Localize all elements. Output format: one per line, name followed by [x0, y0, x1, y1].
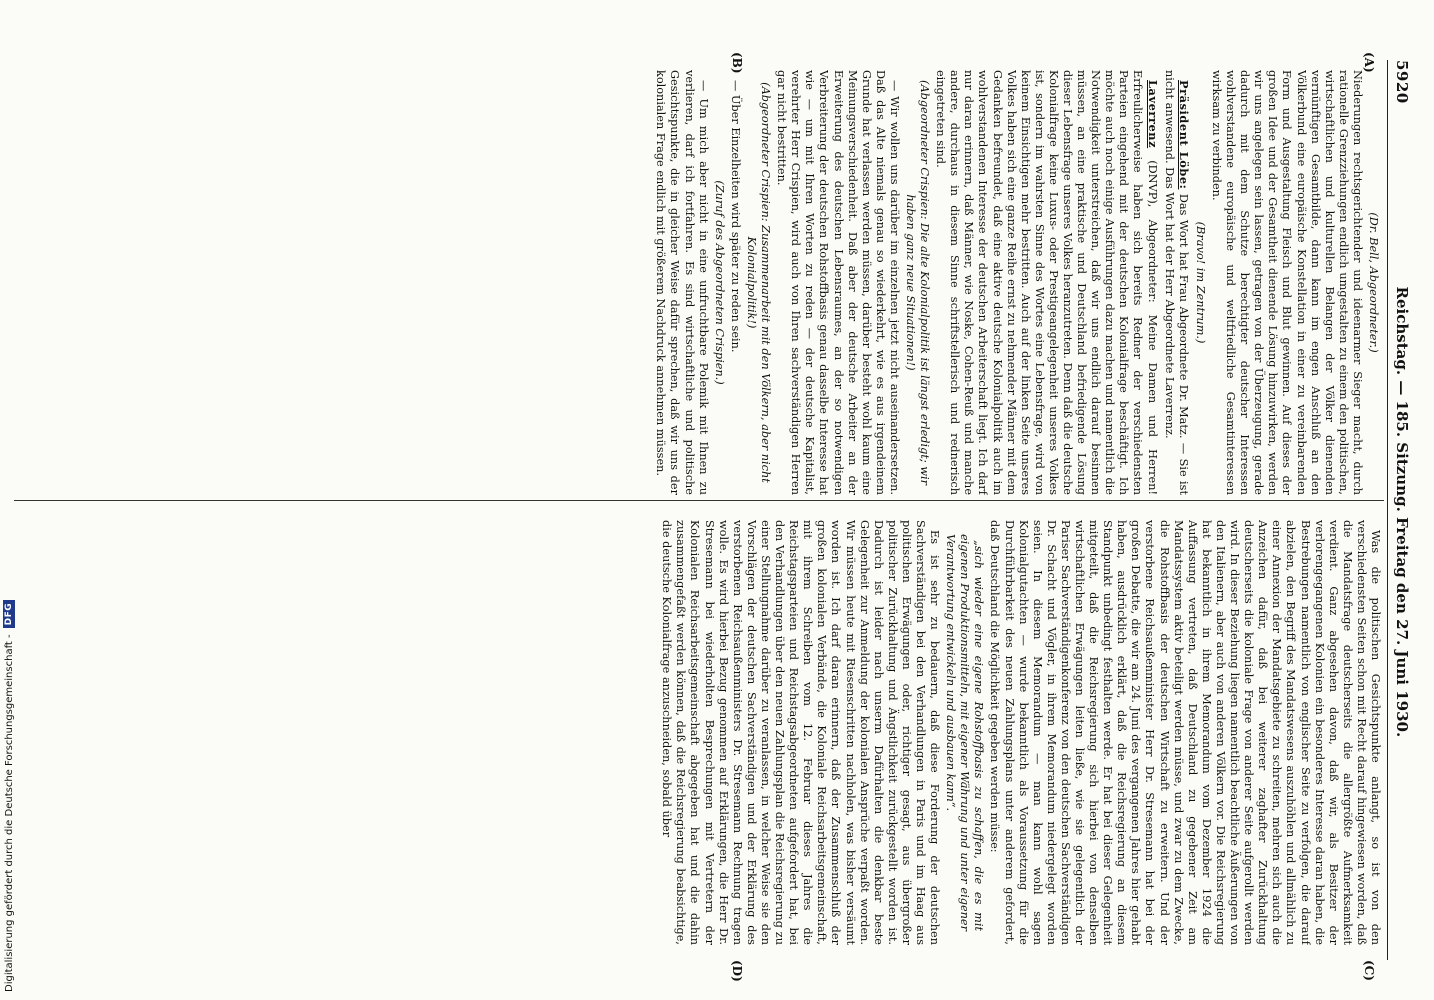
- paragraph: — Um mich aber nicht in eine unfruchtbare Polemik mit Ihnen zu verlieren, darf ich fortfahren. Es sind wirtschaftliche und politische Gesichtspunkte, die in gleicher Weise dafür sprechen, daß wir uns der kolonialen Frage endlich mit größerem Nachdruck annehmen müssen.: [654, 70, 710, 495]
- interjection: (Abgeordneter Crispien: Die alte Kolonialpolitik ist längst erledigt; wir haben ganz neue Situationen!): [904, 80, 932, 485]
- interjection: (Zuruf des Abgeordneten Crispien.): [712, 180, 726, 385]
- paragraph: [1162, 70, 1191, 495]
- right-column: [22, 520, 1382, 945]
- credit-text: Digitalisierung gefördert durch die Deutsche Forschungsgemeinschaft -: [3, 634, 15, 992]
- quotation: „sich wieder eine eigene Rohstoffbasis zu schaffen, die es mit eigenen Produktionsmitteln, mit eigener Währung und unter eigener Verantwortung entwickeln und ausbauen kann“.: [944, 534, 986, 931]
- paragraph: Es ist sehr zu bedauern, daß diese Forderung der deutschen Sachverständigen bei den Verhandlungen in Paris und im Haag aus politischen Erwägungen oder, richtiger gesagt, aus übergroßer politischer Zurückhaltung und Ängstlichkeit zurückgestellt worden ist. Dadurch ist leider nach unserm Dafürhalten die denkbar beste Gelegenheit zur Anmeldung der kolonialen Ansprüche verpaßt worden. Wir müssen heute mit Riesenschritten nachholen, was bisher versäumt worden ist. Ich darf daran erinnern, daß der Zusammenschluß der großen kolonialen Verbände, die Koloniale Reichsarbeitsgemeinschaft, mit ihrem Schreiben vom 12. Februar dieses Jahres die Reichstagsparteien und Reichstagsabgeordneten aufgefordert hat, bei den Verhandlungen über den neuen Zahlungsplan die Reichsregierung zu einer Stellungnahme darüber zu veranlassen, in welcher Weise sie den Vorschlägen der deutschen Sachverständigen und der Erklärung des verstorbenen Reichsaußenministers Dr. Stresemann Rechnung tragen wolle. Es wird hierbei Bezug genommen auf Erklärungen, die Herr Dr. Stresemann bei wiederholten Besprechungen mit Vertretern der Kolonialen Reichsarbeitsgemeinschaft abgegeben hat und die dahin zusammengefaßt werden können, daß die Reichsregierung beabsichtige, die deutsche Kolonialfrage anzuschneiden, sobald über: [660, 520, 942, 945]
- paragraph: Was die politischen Gesichtspunkte anlangt, so ist von den verschiedensten Seiten schon mit Recht darauf hingewiesen worden, daß die Mandatsfrage deutscherseits die allergrößte Aufmerksamkeit verdient. Ganz abgesehen davon, daß wir, als Besitzer der verlorengegangenen Kolonien ein besonderes Interesse daran haben, die Bestrebungen namentlich von englischer Seite zu verfolgen, die darauf abzielen, den Begriff des Mandatswesens auszuhöhlen und allmählich zu einer Annexion der Mandatsgebiete zu schreiten, mehren sich auch die Anzeichen dafür, daß bei weiterer zaghafter Zurückhaltung deutscherseits die koloniale Frage von anderer Seite aufgerollt werden wird. In dieser Beziehung liegen namentlich beachtliche Äußerungen von den Italienern, aber auch von anderen Völkern vor. Die Reichsregierung hat bekanntlich in ihrem Memorandum vom Dezember 1924 die Auffassung vertreten, daß Deutschland zu gegebener Zeit am Mandatssystem aktiv beteiligt werden müsse, und zwar zu dem Zwecke, die Rohstoffbasis der deutschen Wirtschaft zu erweitern. Und der verstorbene Reichsaußenminister Herr Dr. Stresemann hat bei der großen Debatte, die wir am 24. Juni des vergangenen Jahres hier gehabt haben, ausdrücklich erklärt, daß die Reichsregierung an diesem Standpunkt unbedingt festhalten werde. Er hat bei dieser Gelegenheit mitgeteilt, daß die Reichsregierung sich hierbei von denselben wirtschaftlichen Erwägungen leiten ließe, wie sie gelegentlich der Pariser Sachverständigenkonferenz von den deutschen Sachverständigen Dr. Schacht und Vögler, in ihrem Memorandum niedergelegt worden seien. In diesem Memorandum — man kann wohl sagen Kolonialgutachten — wurde bekanntlich als Voraussetzung für die Durchführbarkeit des neuen Zahlungsplans unter anderem gefordert, daß Deutschland die Möglichkeit gegeben werden müsse:: [988, 520, 1382, 945]
- margin-letter-a: (A): [1362, 52, 1376, 73]
- paragraph-text: (DNVP), Abgeordneter: Meine Damen und Herren! Erfreulicherweise haben sich bereits Redner der verschiedensten Parteien eingehend mit der deutschen Kolonialfrage beschäftigt. Ich möchte auch noch einige Ausführungen dazu machen und namentlich die Notwendigkeit unterstreichen, daß wir uns endlich darauf besinnen müssen, an eine praktische und Deutschland befriedigende Lösung dieser Lebensfrage unseres Volkes heranzutreten. Denn daß die deutsche Kolonialfrage keine Luxus- oder Prestigeangelegenheit unseres Volkes ist, sondern im wahrsten Sinne des Wortes eine Lebensfrage, wird von keinem Einsichtigen mehr bestritten. Auch auf der linken Seite unseres Volkes haben sich eine ganze Reihe ernst zu nehmender Männer mit dem Gedanken befreundet, daß eine aktive deutsche Kolonialpolitik auch im wohlverstandenen Interesse der deutschen Arbeiterschaft liegt. Ich darf nur daran erinnern, daß Männer, wie Noske, Cohen-Reuß und manche andere, durchaus in diesem Sinne schriftstellerisch und rednerisch eingetreten sind.: [934, 70, 1159, 495]
- left-column: [22, 70, 1382, 495]
- paragraph-text: Das Wort hat Frau Abgeordnete Dr. Matz. — Sie ist nicht anwesend. Das Wort hat der Herr Abgeordnete Laverrenz.: [1162, 70, 1190, 495]
- page-header: [1387, 60, 1416, 960]
- speaker-continuation: (Dr. Bell, Abgeordneter.): [1367, 212, 1380, 353]
- page-number: 5920: [1393, 60, 1411, 104]
- paragraph: Niederungen rechtsgerichtender und ideenarmer Sieger macht, durch rationelle Grenzziehungen endlich umgestalten zu einem den politischen, wirtschaftlichen und kulturellen Belangen der Völker dienenden vernünftigen Gesamtbilde, dann kann im engen Anschluß an den Völkerbund eine europäische Konstellation in einer zu vereinbarenden Form und Ausgestaltung Fleisch und Blut gewinnen. Auf dieses der großen Idee und der Gesamtheit dienende Lösung hinzuwirken, werden wir uns angelegen sein lassen, getragen von der Überzeugung, gerade dadurch mit dem Schutze berechtigter deutscher Interessen wohlverstandene europäische und weltfriedliche Gesamtinteressen wirksam zu verbinden.: [1209, 70, 1364, 495]
- running-title: Reichstag. — 185. Sitzung. Freitag den 27. Juni 1930.: [1393, 286, 1411, 738]
- applause-note: (Bravo! im Zentrum.): [1193, 221, 1207, 344]
- paragraph: — Wir wollen uns darüber im einzelnen jetzt nicht auseinandersetzen. Daß das Alte niemals genau so wiederkehrt, wie es aus irgendeinem Grunde hat verlassen werden müssen, darüber besteht wohl kaum eine Meinungsverschiedenheit. Daß aber der deutsche Arbeiter an der Erweiterung des deutschen Lebensraumes, an der so notwendigen Verbreiterung der deutschen Rohstoffbasis genau dasselbe Interesse hat wie — um mit Ihren Worten zu reden — der deutsche Kapitalist, verehrter Herr Crispien, wird auch von Ihren sachverständigen Herren gar nicht bestritten.: [775, 70, 901, 495]
- paragraph: [933, 70, 1160, 495]
- digitization-credit: [0, 0, 18, 1000]
- column-divider: [14, 500, 1384, 501]
- paragraph: — Über Einzelheiten wird später zu reden sein.: [728, 80, 742, 353]
- speaker-name: Laverrenz: [1145, 80, 1160, 149]
- margin-letter-d: (D): [730, 960, 744, 982]
- interjection: (Abgeordneter Crispien: Zusammenarbeit mit den Völkern, aber nicht Kolonialpolitik!): [744, 82, 773, 483]
- speaker-name: Präsident Löbe:: [1176, 80, 1191, 190]
- margin-letter-b: (B): [730, 52, 744, 74]
- margin-letter-c: (C): [1362, 960, 1376, 981]
- dfg-logo: DFG: [3, 600, 15, 629]
